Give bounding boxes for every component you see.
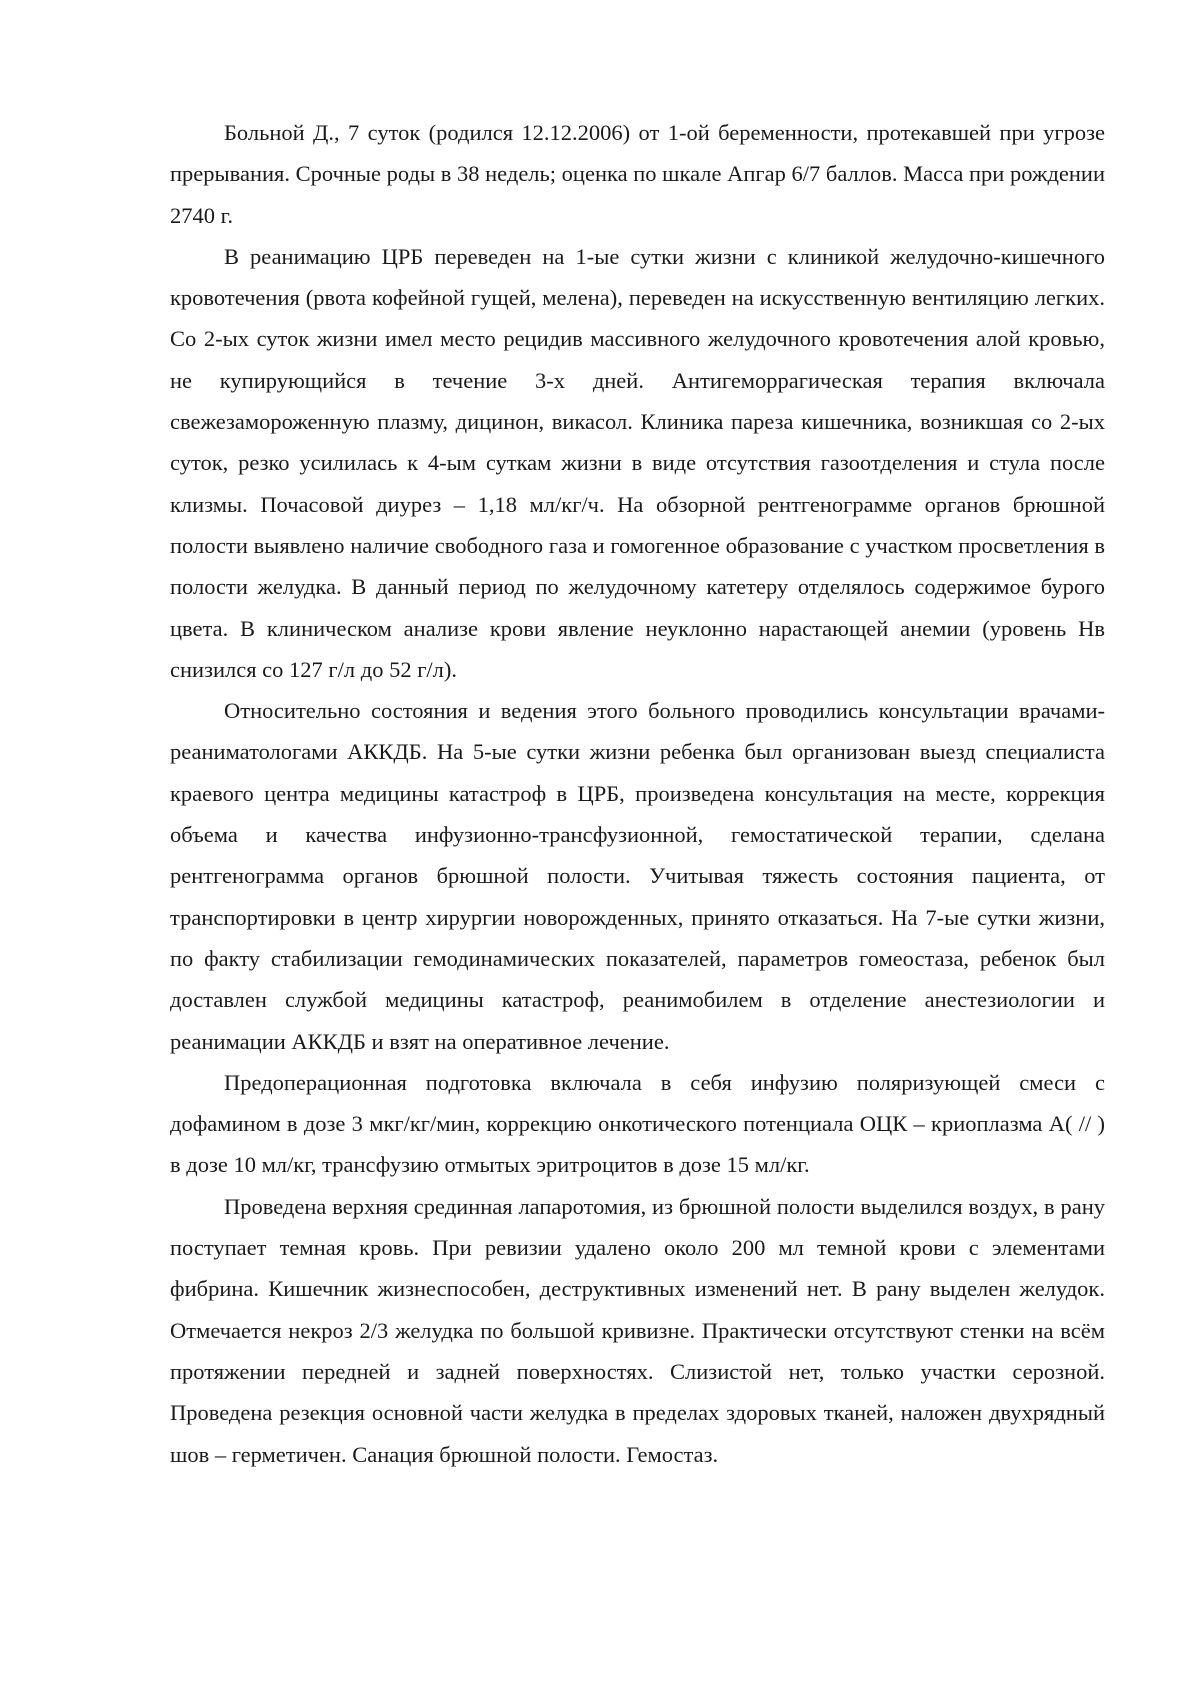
- paragraph-surgery-description: Проведена верхняя срединная лапаротомия, из брюшной полости выделился воздух, в рану поступает темная кровь. При ревизии удалено около 200 мл темной крови с элементами фибрина. Кишечник жизнеспособен, деструктивных изменений нет. В рану выделен желудок. Отмечается некроз 2/3 желудка по большой кривизне. Практически отсутствуют стенки на всём протяжении передней и задней поверхностях. Слизистой нет, только участки серозной. Проведена резекция основной части желудка в пределах здоровых тканей, наложен двухрядный шов – герметичен. Санация брюшной полости. Гемостаз.: [170, 1193, 1105, 1467]
- paragraph-preoperative-preparation: Предоперационная подготовка включала в себя инфузию поляризующей смеси с дофамином в дозе 3 мкг/кг/мин, коррекцию онкотического потенциала ОЦК – криоплазма А( // ) в дозе 10 мл/кг, трансфузию отмытых эритроцитов в дозе 15 мл/кг.: [170, 1069, 1105, 1178]
- paragraph-consultation-transfer: Относительно состояния и ведения этого больного проводились консультации врачами-реаниматологами АККДБ. На 5-ые сутки жизни ребенка был организован выезд специалиста краевого центра медицины катастроф в ЦРБ, произведена консультация на месте, коррекция объема и качества инфузионно-трансфузионной, гемостатической терапии, сделана рентгенограмма органов брюшной полости. Учитывая тяжесть состояния пациента, от транспортировки в центр хирургии новорожденных, принято отказаться. На 7-ые сутки жизни, по факту стабилизации гемодинамических показателей, параметров гомеостаза, ребенок был доставлен службой медицины катастроф, реанимобилем в отделение анестезиологии и реанимации АККДБ и взят на оперативное лечение.: [170, 698, 1105, 1054]
- paragraph-patient-history: Больной Д., 7 суток (родился 12.12.2006) от 1-ой беременности, протекавшей при угрозе прерывания. Срочные роды в 38 недель; оценка по шкале Апгар 6/7 баллов. Масса при рождении 2740 г.: [170, 120, 1105, 228]
- document-body: [170, 112, 1105, 1475]
- paragraph-clinical-course: В реанимацию ЦРБ переведен на 1-ые сутки жизни с клиникой желудочно-кишечного кровотечения (рвота кофейной гущей, мелена), переведен на искусственную вентиляцию легких. Со 2-ых суток жизни имел место рецидив массивного желудочного кровотечения алой кровью, не купирующийся в течение 3-х дней. Антигеморрагическая терапия включала свежезамороженную плазму, дицинон, викасол. Клиника пареза кишечника, возникшая со 2-ых суток, резко усилилась к 4-ым суткам жизни в виде отсутствия газоотделения и стула после клизмы. Почасовой диурез – 1,18 мл/кг/ч. На обзорной рентгенограмме органов брюшной полости выявлено наличие свободного газа и гомогенное образование с участком просветления в полости желудка. В данный период по желудочному катетеру отделялось содержимое бурого цвета. В клиническом анализе крови явление неуклонно нарастающей анемии (уровень Нв снизился со 127 г/л до 52 г/л).: [170, 243, 1105, 682]
